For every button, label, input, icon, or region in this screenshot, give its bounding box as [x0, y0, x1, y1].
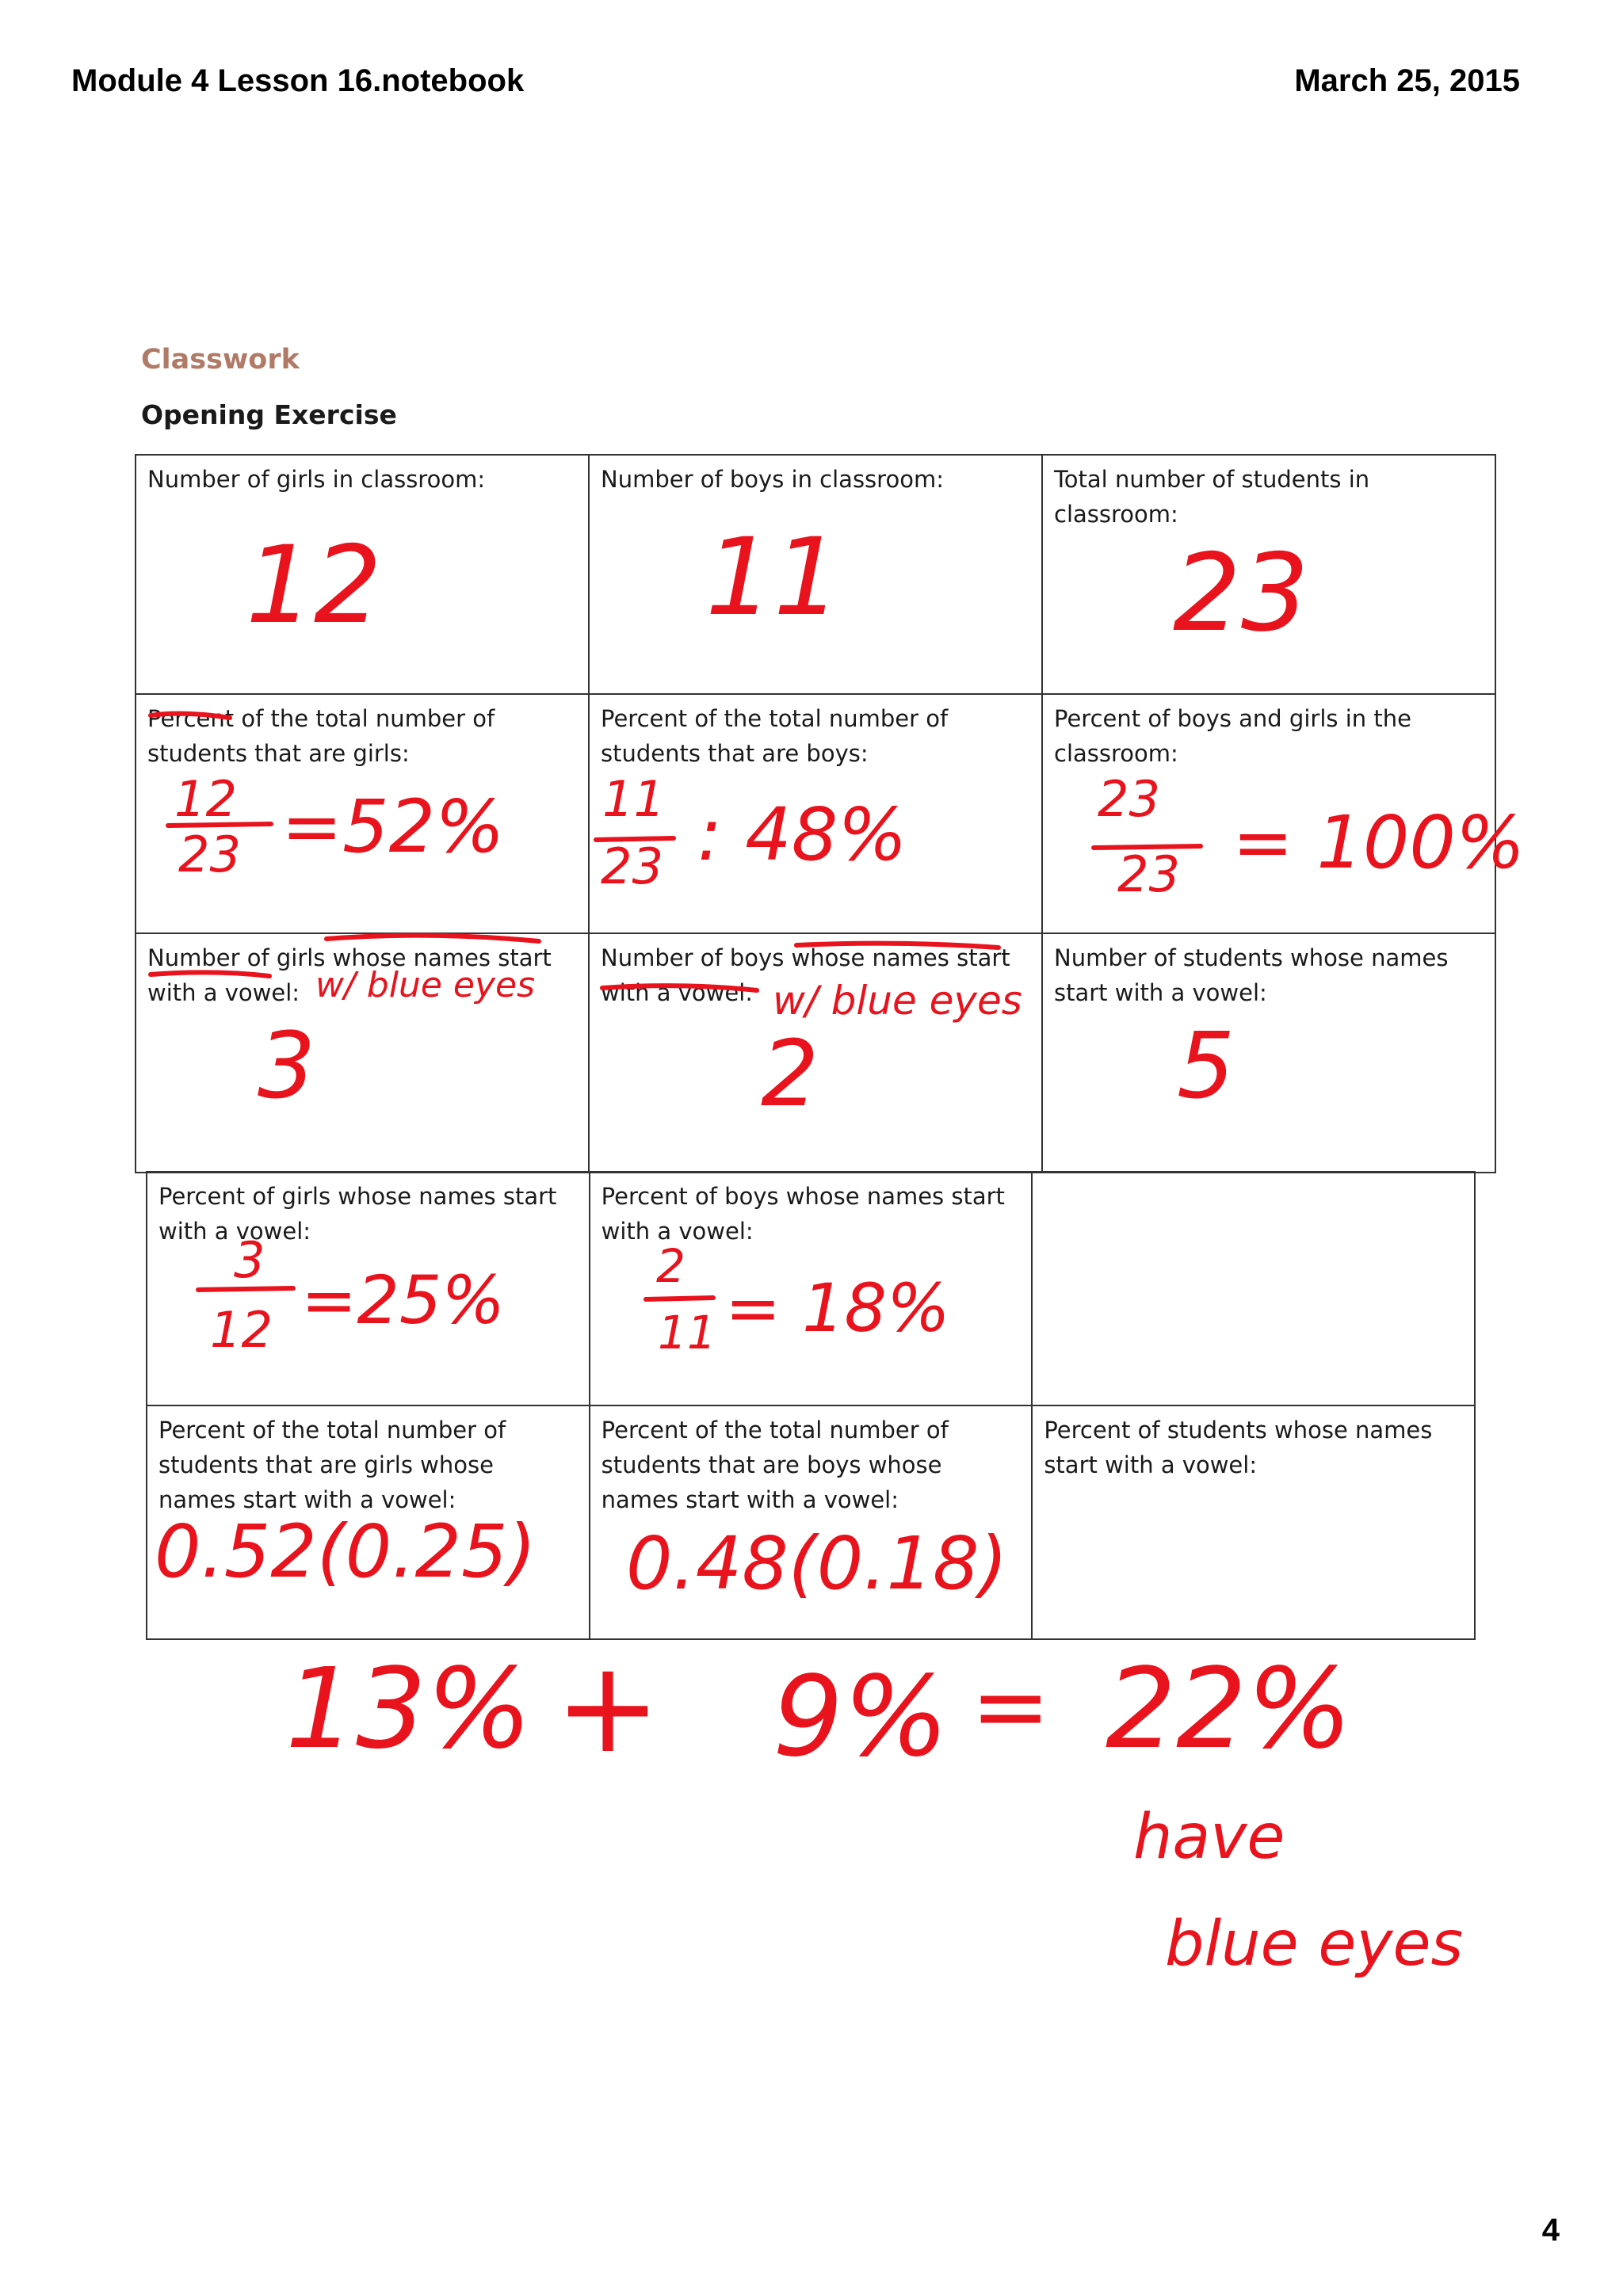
cell-girls-percent: Percent of the total number of students that are girls:	[136, 694, 589, 933]
cell-boys-vowel-count: Number of boys whose names start with a vowel:	[589, 933, 1042, 1173]
conclusion-line-1: have	[1133, 1802, 1285, 1873]
girls-percent-result: =52%	[281, 784, 505, 869]
boys-vowel-percent-result: = 18%	[725, 1269, 950, 1347]
exercise-heading: Opening Exercise	[141, 399, 397, 430]
cell-students-vowel-percent: Percent of students whose names start with a vowel:	[1032, 1405, 1475, 1639]
cell-boys-count: Number of boys in classroom:	[589, 455, 1042, 694]
girls-numerator: 12	[174, 770, 237, 828]
all-numerator: 23	[1098, 770, 1160, 828]
boys-vowel-denominator: 11	[658, 1306, 716, 1360]
boys-numerator: 11	[602, 770, 665, 828]
cell-girls-vowel-percent: Percent of girls whose names start with a vowel:	[147, 1172, 590, 1405]
strikethrough-mark	[796, 944, 999, 948]
fraction-bar	[198, 1288, 293, 1290]
girls-product: 0.52(0.25)	[155, 1509, 537, 1594]
conclusion-line-2: blue eyes	[1165, 1909, 1464, 1980]
page-date: March 25, 2015	[1294, 63, 1520, 98]
notebook-title: Module 4 Lesson 16.notebook	[71, 63, 525, 98]
all-denominator: 23	[1117, 845, 1180, 903]
boys-blue-eyes-note: w/ blue eyes	[773, 978, 1022, 1024]
fraction-bar	[646, 1298, 713, 1299]
cell-students-vowel-count: Number of students whose names start with a vowel:	[1042, 933, 1495, 1173]
cell-girls-vowel-count: Number of girls whose names start with a vowel:	[136, 933, 589, 1173]
cell-girls-count: Number of girls in classroom:	[136, 455, 589, 694]
girls-blue-eyes-note: w/ blue eyes	[315, 965, 535, 1005]
cell-boys-vowel-percent: Percent of boys whose names start with a vowel:	[590, 1172, 1033, 1405]
boys-share: 9%	[773, 1653, 949, 1782]
cell-total-count: Total number of students in classroom:	[1042, 455, 1495, 694]
boys-count: 11	[705, 515, 842, 639]
underline-mark	[151, 714, 230, 718]
total-share: 22%	[1106, 1645, 1353, 1774]
girls-vowel-percent-result: =25%	[301, 1261, 506, 1339]
girls-denominator: 23	[178, 826, 241, 883]
boys-denominator: 23	[601, 837, 663, 895]
boys-product: 0.48(0.18)	[626, 1521, 1008, 1606]
cell-boys-percent: Percent of the total number of students that are boys:	[589, 694, 1042, 933]
girls-count: 12	[246, 523, 382, 647]
cell-boys-vowel-total-percent: Percent of the total number of students that are boys whose names start with a vowel:	[590, 1405, 1033, 1639]
girls-blue-count: 3	[258, 1013, 316, 1119]
cell-all-percent: Percent of boys and girls in the classroom:	[1042, 694, 1495, 933]
equals-sign: =	[971, 1652, 1051, 1762]
total-count: 23	[1173, 531, 1309, 655]
total-blue-count: 5	[1177, 1013, 1235, 1119]
strikethrough-mark	[602, 986, 757, 990]
girls-vowel-numerator: 3	[234, 1231, 265, 1289]
boys-percent-result: : 48%	[697, 792, 907, 877]
girls-share: 13%	[285, 1645, 533, 1774]
strikethrough-mark	[151, 972, 269, 976]
strikethrough-mark	[327, 936, 539, 941]
plus-sign: +	[555, 1633, 662, 1781]
boys-vowel-numerator: 2	[656, 1239, 685, 1293]
boys-blue-count: 2	[761, 1021, 819, 1127]
cell-girls-vowel-total-percent: Percent of the total number of students that are girls whose names start with a vowel:	[147, 1405, 590, 1639]
section-heading: Classwork	[141, 344, 300, 376]
page-number: 4	[1541, 2213, 1560, 2248]
all-percent-result: = 100%	[1232, 800, 1526, 885]
girls-vowel-denominator: 12	[210, 1301, 273, 1359]
